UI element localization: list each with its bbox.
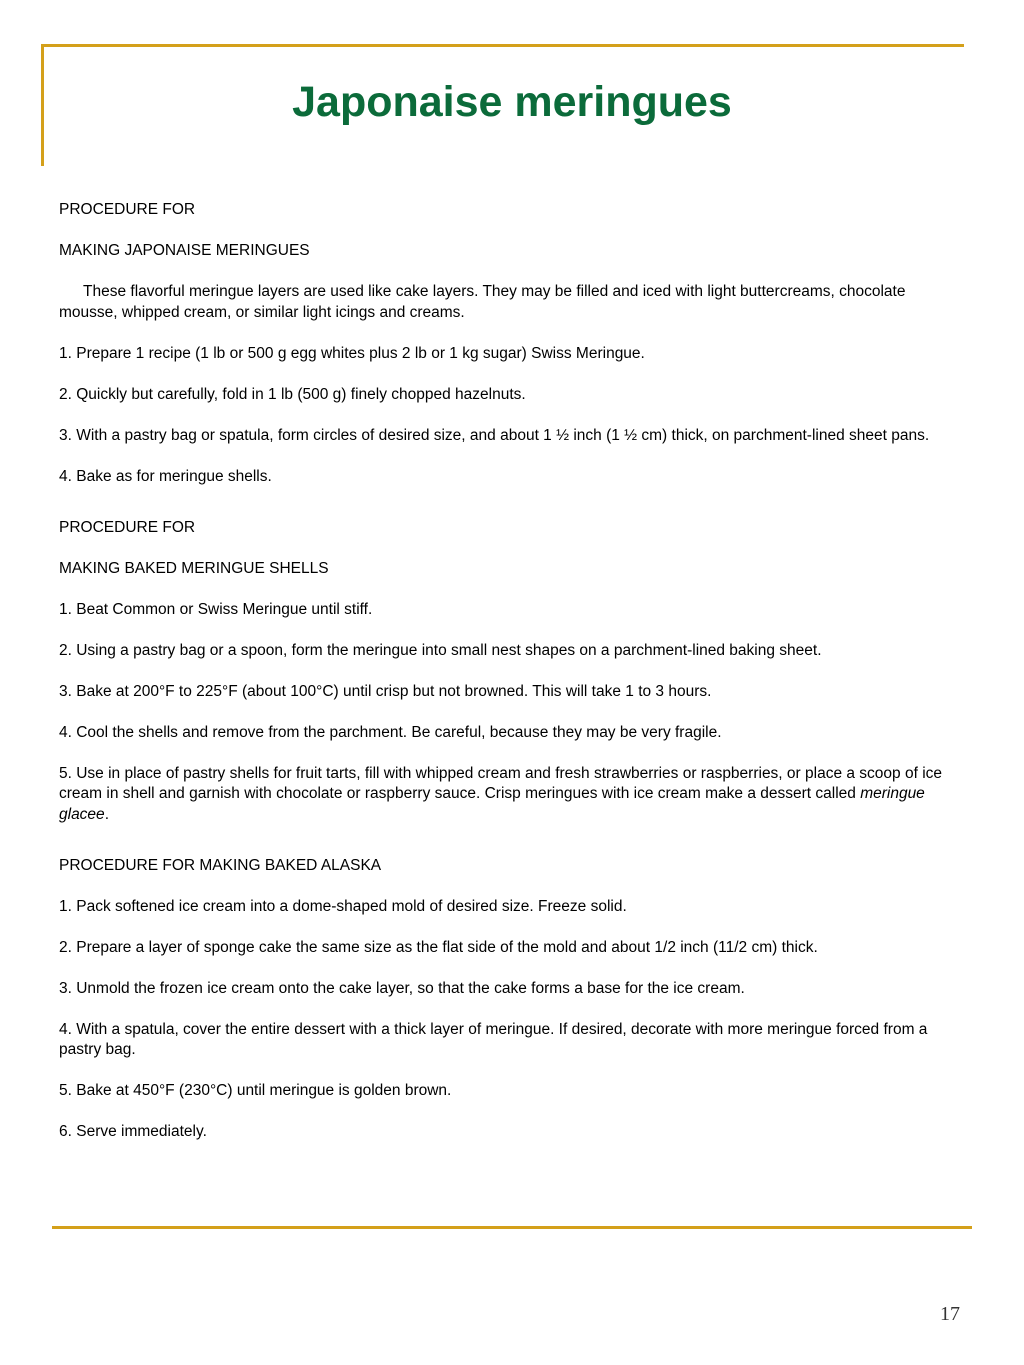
page-number: 17 — [940, 1303, 960, 1325]
section1-step: 1. Prepare 1 recipe (1 lb or 500 g egg whites plus 2 lb or 1 kg sugar) Swiss Meringue. — [59, 344, 645, 362]
section1-step: 2. Quickly but carefully, fold in 1 lb (500 g) finely chopped hazelnuts. — [59, 385, 526, 403]
page-title: Japonaise meringues — [292, 78, 732, 126]
section2-step5-italic-term: meringue glacee — [59, 785, 925, 823]
section3-step: 4. With a spatula, cover the entire dessert with a thick layer of meringue. If desired, decorate with more meringue forced from a pastry bag. — [59, 1020, 928, 1058]
section2-step: 3. Bake at 200°F to 225°F (about 100°C) until crisp but not browned. This will take 1 to 3 hours. — [59, 682, 712, 700]
section1-intro: These flavorful meringue layers are used like cake layers. They may be filled and iced with light buttercreams, chocolate mousse, whipped cream, or similar light icings and creams. — [59, 283, 906, 321]
section2-step5-text: 5. Use in place of pastry shells for fruit tarts, fill with whipped cream and fresh strawberries or raspberries, or place a scoop of ice cream in shell and garnish with chocolate or raspberry sauce. Crisp meringues with ice cream make a dessert called — [59, 764, 943, 802]
section1-heading-line2: MAKING JAPONAISE MERINGUES — [59, 242, 310, 259]
section1-step: 4. Bake as for meringue shells. — [59, 467, 272, 485]
section3-step: 6. Serve immediately. — [59, 1123, 207, 1140]
section2-step: 2. Using a pastry bag or a spoon, form the meringue into small nest shapes on a parchment-lined baking sheet. — [59, 641, 822, 659]
section3-step: 3. Unmold the frozen ice cream onto the cake layer, so that the cake forms a base for the ice cream. — [59, 979, 745, 997]
frame-bottom-rule — [52, 1226, 972, 1229]
section3-heading: PROCEDURE FOR MAKING BAKED ALASKA — [59, 856, 382, 874]
section3-step: 5. Bake at 450°F (230°C) until meringue is golden brown. — [59, 1082, 452, 1099]
section2-step: 1. Beat Common or Swiss Meringue until stiff. — [59, 600, 373, 618]
section1-step: 3. With a pastry bag or spatula, form circles of desired size, and about 1 ½ inch (1 ½ cm) thick, on parchment-lined sheet pans. — [59, 426, 930, 444]
document-body — [59, 200, 954, 1163]
section2-heading-line1: PROCEDURE FOR — [59, 518, 196, 536]
section3-step: 1. Pack softened ice cream into a dome-shaped mold of desired size. Freeze solid. — [59, 897, 627, 915]
frame-top-rule — [41, 44, 964, 47]
section2-step: 4. Cool the shells and remove from the parchment. Be careful, because they may be very fragile. — [59, 723, 722, 741]
section3-step: 2. Prepare a layer of sponge cake the same size as the flat side of the mold and about 1/2 inch (11/2 cm) thick. — [59, 938, 818, 956]
section2-step-5 — [59, 764, 954, 826]
section1-heading-line1: PROCEDURE FOR — [59, 201, 196, 218]
section2-heading-line2: MAKING BAKED MERINGUE SHELLS — [59, 559, 329, 577]
section2-step5-end: . — [104, 805, 109, 823]
